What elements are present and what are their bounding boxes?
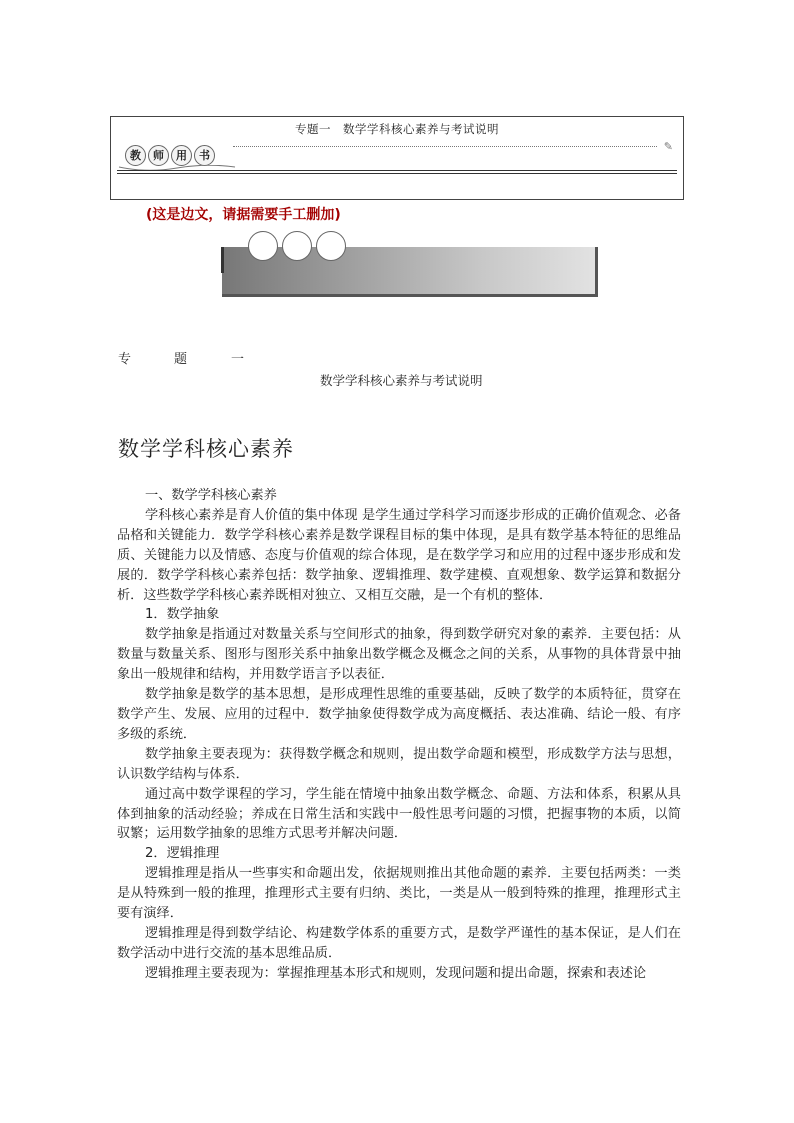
banner-circle — [316, 231, 346, 261]
banner-gradient — [222, 247, 598, 297]
header-rule — [117, 170, 677, 171]
banner-circle — [282, 231, 312, 261]
edit-note: (这是边文，请据需要手工删加) — [146, 207, 341, 223]
topic-label — [118, 348, 244, 367]
header-title: 专题一 数学学科核心素养与考试说明 — [295, 122, 499, 136]
badge-char: 用 — [171, 145, 192, 166]
banner-edge — [221, 247, 224, 273]
dotted-rule — [233, 146, 657, 147]
topic-subtitle: 数学学科核心素养与考试说明 — [320, 373, 483, 388]
paragraph: 学科核心素养是育人价值的集中体现 是学生通过学科学习而逐步形成的正确价值观念、必备品格和关键能力．数学学科核心素养是数学课程目标的集中体现，是具有数学基本特征的思维品质、关键能力以及情感、态度与价值观的综合体现，是在数学学习和应用的过程中逐步形成和发展的．数学学科核心素养包括：数学抽象、逻辑推理、数学建模、直观想象、数学运算和数据分析．这些数学学科核心素养既相对独立、又相互交融，是一个有机的整体． — [117, 507, 681, 603]
badge-char: 教 — [125, 145, 146, 166]
banner-circle — [248, 231, 278, 261]
topic-char: 专 — [118, 352, 132, 367]
item-title: 2．逻辑推理 — [145, 846, 220, 862]
paragraph: 数学抽象是数学的基本思想，是形成理性思维的重要基础，反映了数学的本质特征，贯穿在数学产生、发展、应用的过程中．数学抽象使得数学成为高度概括、表达准确、结论一般、有序多级的系统． — [117, 687, 681, 742]
paragraph: 逻辑推理主要表现为：掌握推理基本形式和规则，发现问题和提出命题，探索和表述论 — [145, 965, 647, 981]
paragraph: 数学抽象是指通过对数量关系与空间形式的抽象，得到数学研究对象的素养．主要包括：从数量与数量关系、图形与图形关系中抽象出数学概念及概念之间的关系，从事物的具体背景中抽象出一般规律和结构，并用数学语言予以表征． — [117, 627, 681, 683]
document-body — [117, 486, 681, 984]
badge-char: 书 — [194, 145, 215, 166]
item-title: 1．数学抽象 — [145, 607, 220, 623]
paragraph: 通过高中数学课程的学习，学生能在情境中抽象出数学概念、命题、方法和体系，积累从具体到抽象的活动经验；养成在日常生活和实践中一般性思考问题的习惯，把握事物的本质，以简驭繁；运用数学抽象的思维方式思考并解决问题． — [117, 786, 681, 842]
paragraph: 逻辑推理是指从一些事实和命题出发，依据规则推出其他命题的素养．主要包括两类：一类是从特殊到一般的推理，推理形式主要有归纳、类比，一类是从一般到特殊的推理，推理形式主要有演绎． — [117, 866, 681, 922]
paragraph: 逻辑推理是得到数学结论、构建数学体系的重要方式，是数学严谨性的基本保证，是人们在数学活动中进行交流的基本思维品质． — [117, 925, 681, 961]
header-rule — [117, 173, 677, 174]
topic-banner — [222, 247, 598, 297]
page-heading: 数学学科核心素养 — [118, 437, 294, 461]
section-title: 一、数学学科核心素养 — [145, 488, 277, 503]
page-header — [110, 116, 684, 200]
topic-char: 一 — [231, 352, 245, 367]
paragraph: 数学抽象主要表现为：获得数学概念和规则，提出数学命题和模型，形成数学方法与思想，认识数学结构与体系． — [117, 746, 681, 782]
topic-char: 题 — [174, 352, 188, 367]
pen-icon: ✎ — [663, 140, 673, 153]
badge-char: 师 — [148, 145, 169, 166]
